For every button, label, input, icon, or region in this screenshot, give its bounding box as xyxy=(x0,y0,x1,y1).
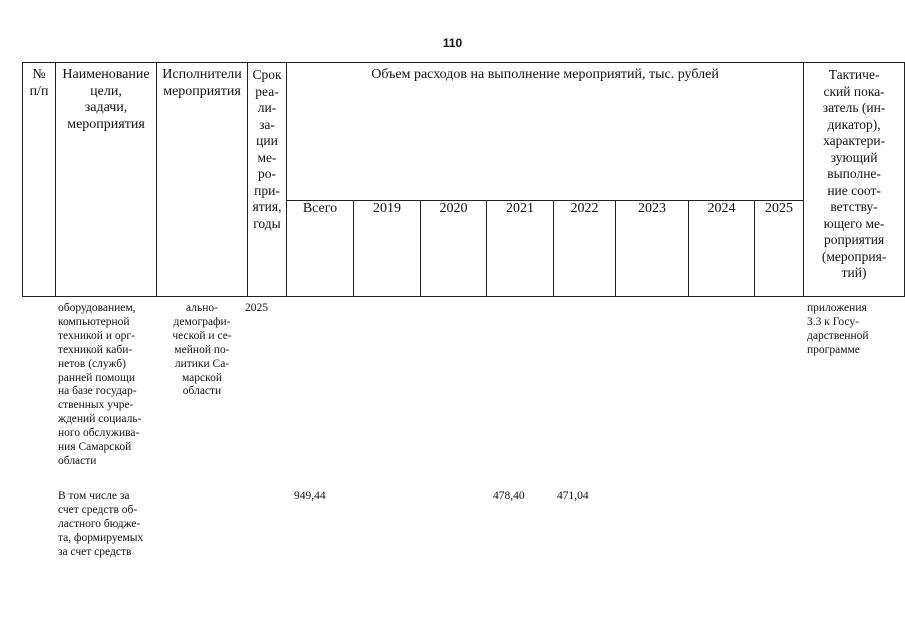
row1-indicator-line: 3.3 к Госу- xyxy=(807,315,859,328)
row2-2021: 478,40 xyxy=(493,490,525,502)
row1-name-line: ственных учре- xyxy=(58,399,134,412)
row1-name-line: ранней помощи xyxy=(58,371,136,384)
row1-executor-line: демографи- xyxy=(173,315,231,328)
row1-name-line: на базе государ- xyxy=(58,385,137,398)
header-name-line: Наименование xyxy=(62,67,150,82)
header-executor-line: Исполнители xyxy=(162,67,242,82)
row1-name-line: оборудованием, xyxy=(58,302,136,314)
row2-name-line: за счет средств xyxy=(58,545,132,558)
row1-indicator-line: программе xyxy=(807,343,860,356)
header-year-2022: 2022 xyxy=(554,201,616,297)
header-term-line: при- xyxy=(254,182,280,198)
header-indicator-line: зующий xyxy=(830,149,878,165)
header-number xyxy=(23,63,56,297)
row1-name-line: ждений социаль- xyxy=(58,413,142,426)
header-term-line: за- xyxy=(259,116,275,132)
row1-indicator xyxy=(807,302,892,358)
header-indicator-line: ский пока- xyxy=(823,83,885,99)
header-name-line: цели, xyxy=(90,83,122,99)
row2-name-line: ластного бюдже- xyxy=(58,517,141,530)
header-indicator-line: роприятия xyxy=(823,232,885,247)
header-indicator-line: Тактиче- xyxy=(828,67,880,82)
header-year-2020: 2020 xyxy=(421,201,487,297)
header-indicator xyxy=(804,63,905,297)
page-number: 110 xyxy=(442,36,463,50)
header-term-line: ме- xyxy=(257,149,277,165)
header-number-line: № xyxy=(32,67,46,82)
header-name-line: задачи, xyxy=(84,100,128,115)
row2-name-line: счет средств об- xyxy=(58,503,138,516)
header-indicator-line: тий) xyxy=(841,265,867,280)
row2-name-line: та, формируемых xyxy=(58,531,144,544)
header-indicator-line: ние соот- xyxy=(827,182,881,198)
row1-indicator-line: приложения xyxy=(807,302,867,314)
header-year-2024: 2024 xyxy=(689,201,755,297)
header-executor-line: мероприятия xyxy=(163,83,241,99)
row1-executor-line: литики Са- xyxy=(174,357,230,370)
header-indicator-line: (мероприя- xyxy=(821,248,887,264)
header-term xyxy=(248,63,287,297)
row1-executor-line: марской xyxy=(181,371,223,384)
header-year-total: Всего xyxy=(287,201,354,297)
header-executor xyxy=(157,63,248,297)
header-term-line: ли- xyxy=(257,100,277,115)
row2-2022: 471,04 xyxy=(557,490,589,502)
header-term-line: реа- xyxy=(255,83,279,99)
row1-executor xyxy=(157,302,247,399)
header-indicator-line: ющего ме- xyxy=(823,215,885,231)
header-year-2025: 2025 xyxy=(755,201,804,297)
header-year-2019: 2019 xyxy=(354,201,421,297)
header-indicator-line: ветству- xyxy=(830,199,878,214)
row1-executor-line: области xyxy=(182,385,222,398)
row2-name-line: В том числе за xyxy=(58,490,130,502)
row1-name-line: нетов (служб) xyxy=(58,357,126,370)
header-term-line: Срок xyxy=(252,67,282,82)
row1-name xyxy=(58,302,154,469)
header-year-2023: 2023 xyxy=(616,201,689,297)
row1-executor-line: ально- xyxy=(186,302,218,314)
row1-name-line: компьютерной xyxy=(58,315,130,328)
row2-total: 949,44 xyxy=(294,490,326,502)
row1-name-line: ния Самарской xyxy=(58,441,132,454)
row1-executor-line: ческой и се- xyxy=(172,329,232,342)
header-term-line: ро- xyxy=(258,166,276,181)
row1-name-line: техникой каби- xyxy=(58,343,133,356)
row2-name xyxy=(58,490,154,560)
header-indicator-line: выполне- xyxy=(827,166,881,181)
row1-term: 2025 xyxy=(245,302,268,314)
header-table xyxy=(22,62,905,297)
header-name xyxy=(56,63,157,297)
row1-name-line: области xyxy=(58,454,97,467)
header-indicator-line: затель (ин- xyxy=(822,100,886,115)
header-term-line: годы xyxy=(253,215,281,231)
row1-name-line: ного обслужива- xyxy=(58,427,140,440)
header-term-line: ции xyxy=(256,133,278,148)
header-expenses: Объем расходов на выполнение мероприятий, тыс. рублей xyxy=(287,63,804,201)
row1-name-line: техникой и орг- xyxy=(58,329,135,342)
header-year-2021: 2021 xyxy=(487,201,554,297)
header-indicator-line: характери- xyxy=(823,133,886,148)
header-number-line: п/п xyxy=(29,83,49,99)
row1-indicator-line: дарственной xyxy=(807,329,869,342)
header-name-line: мероприятия xyxy=(67,116,145,132)
header-term-line: ятия, xyxy=(252,199,282,214)
header-indicator-line: дикатор), xyxy=(827,116,881,132)
row1-executor-line: мейной по- xyxy=(174,343,230,356)
